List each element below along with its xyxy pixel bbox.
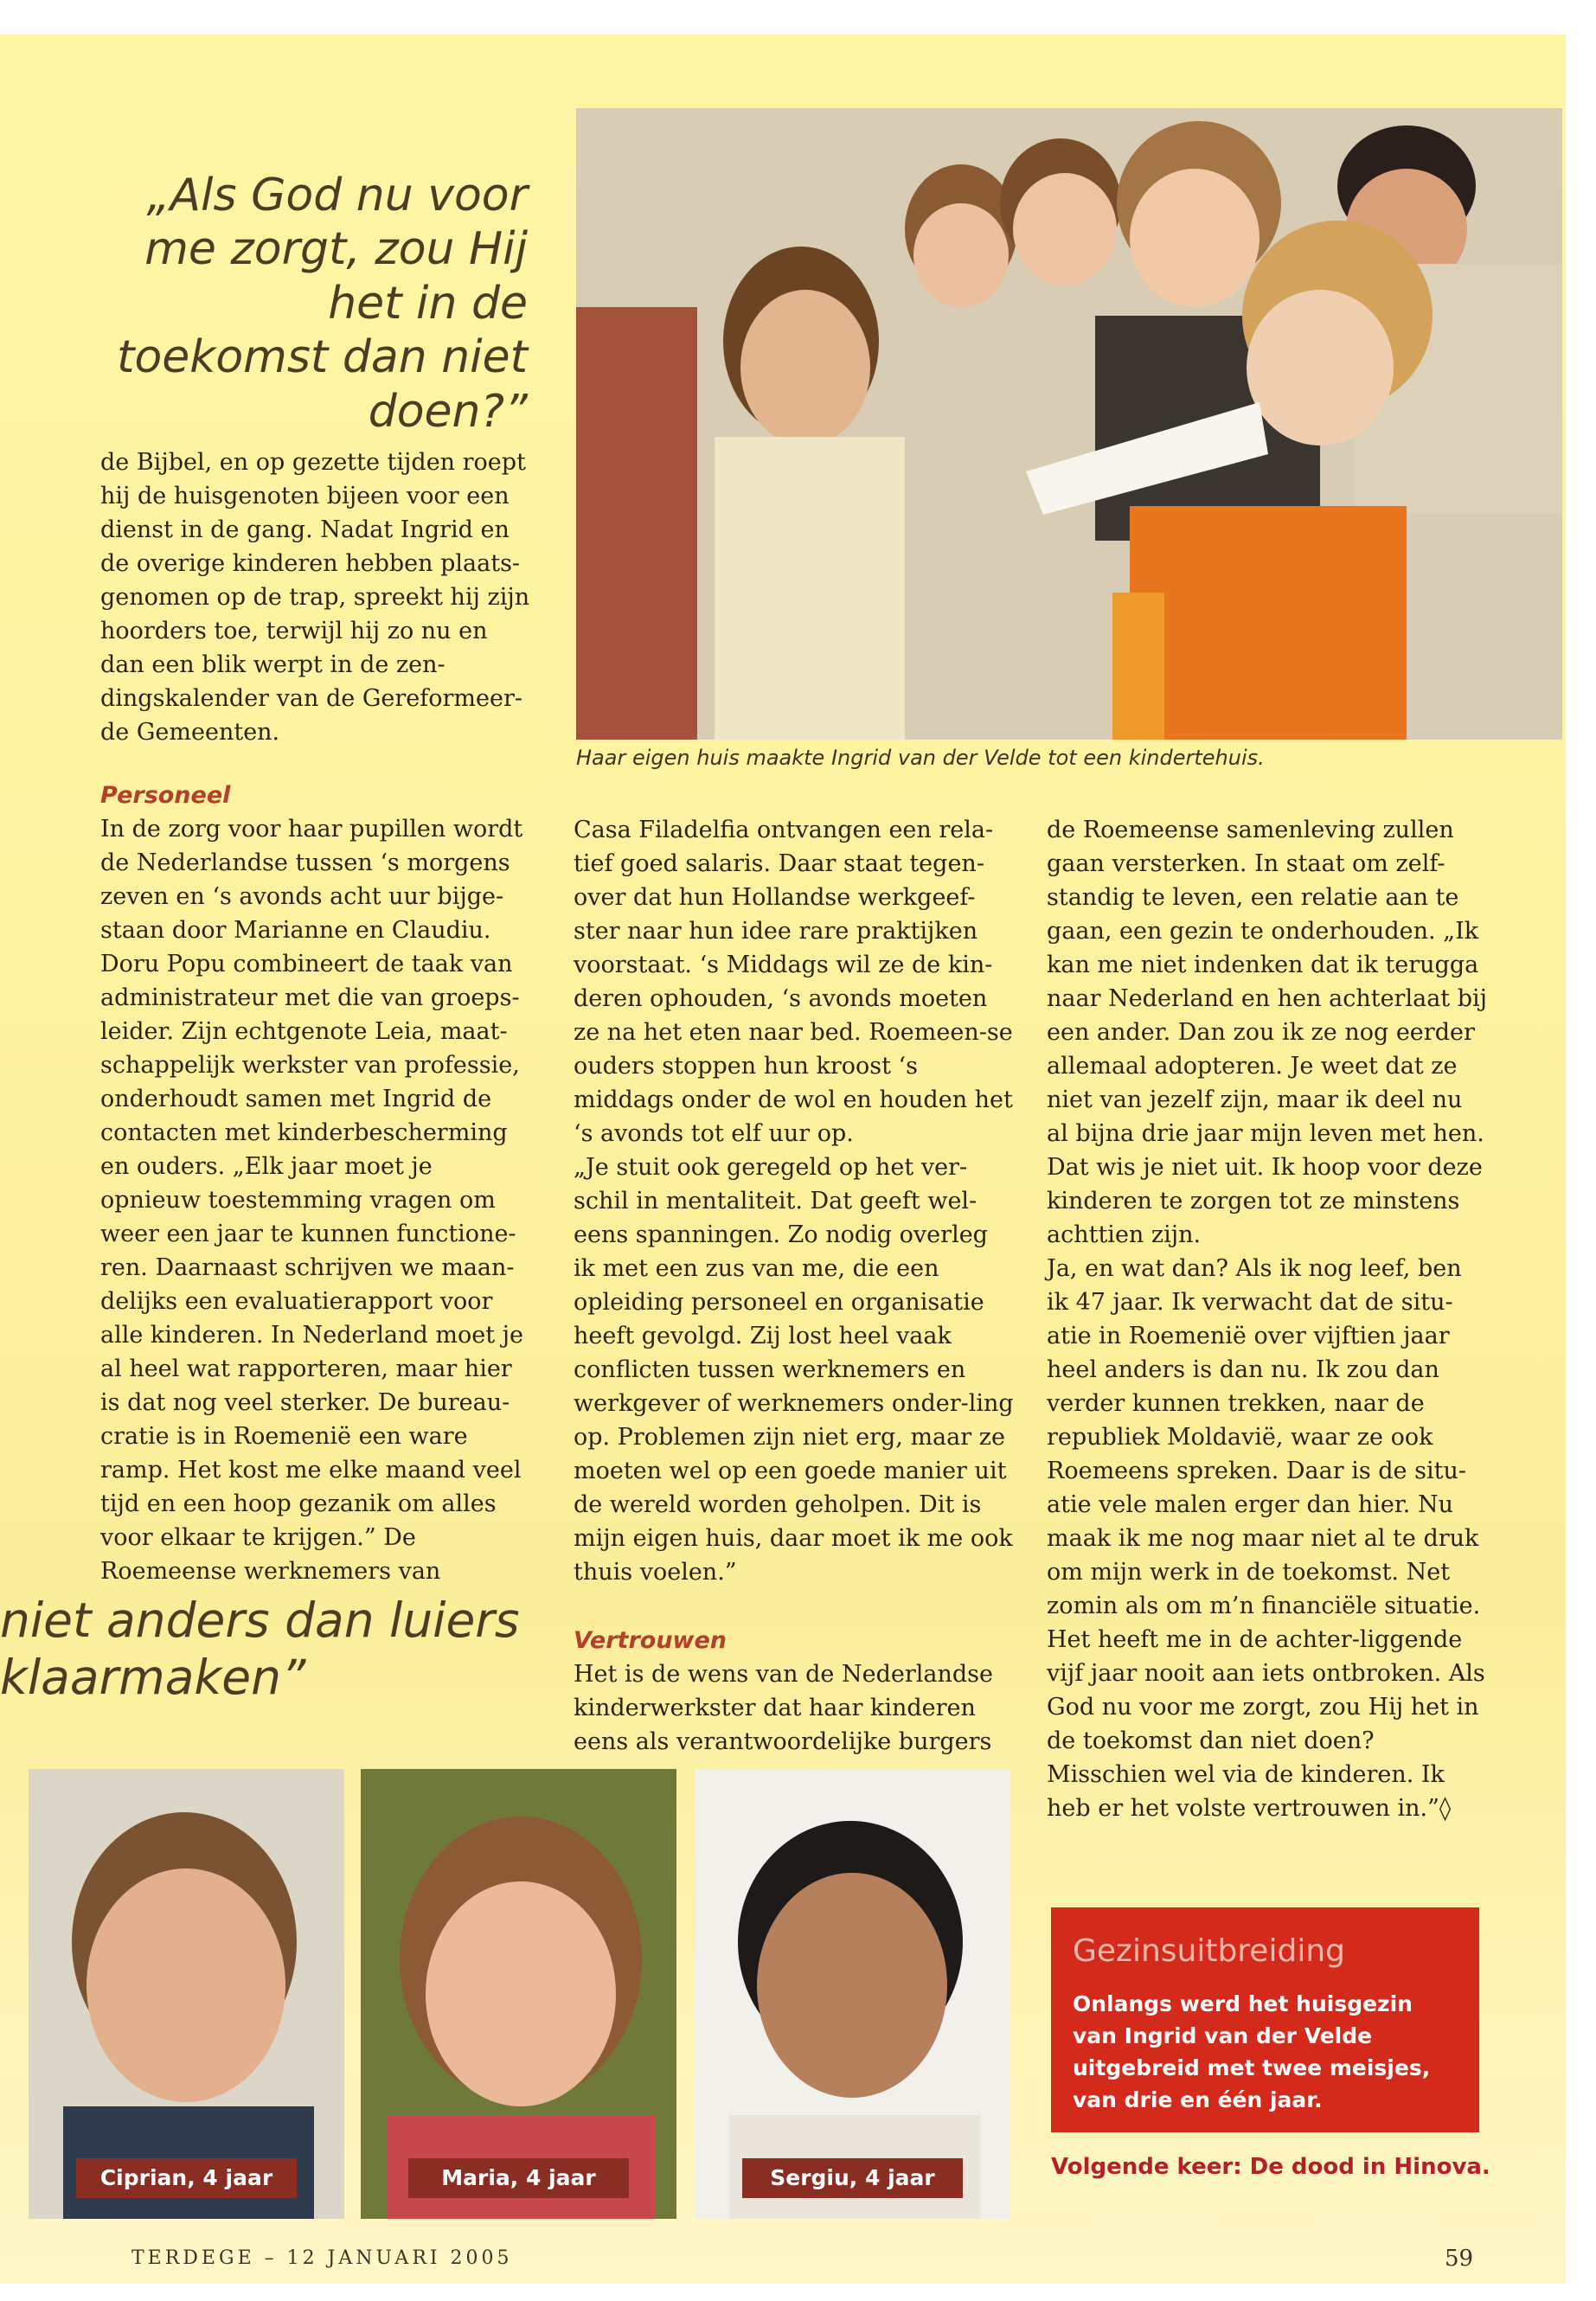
- portrait-illustration: [29, 1769, 344, 2219]
- pull-quote-top: „Als God nu voor me zorgt, zou Hij het in de toekomst dan niet doen?”: [117, 170, 528, 438]
- portrait-illustration: [361, 1769, 676, 2219]
- portrait-ciprian: [29, 1769, 344, 2219]
- portrait-illustration: [695, 1769, 1010, 2219]
- sidebar-box: [1051, 1907, 1479, 2132]
- paragraph: Het is de wens van de Nederlandse kinderwerkster dat haar kinderen eens als verantwoordelijke burgers: [574, 1661, 993, 1755]
- subheading-personeel: Personeel: [100, 782, 231, 809]
- paragraph: „Je stuit ook geregeld op het ver-schil in mentaliteit. Dat geeft wel-eens spanningen. Zo nodig overleg ik met een zus van me, die een opleiding personeel en organisatie heeft gevolgd. Zij lost heel vaak conflicten tussen werknemers en werkgever of werknemers onder-ling op. Problemen zijn niet erg, maar ze moeten wel op een goede manier uit de wereld worden geholpen. Dit is mijn eigen huis, daar moet ik me ook thuis voelen.”: [574, 1154, 1014, 1586]
- next-issue-teaser: Volgende keer: De dood in Hinova.: [1051, 2154, 1490, 2180]
- photo-caption: Haar eigen huis maakte Ingrid van der Velde tot een kindertehuis.: [576, 746, 1265, 770]
- paragraph: In de zorg voor haar pupillen wordt de Nederlandse tussen ‘s morgens zeven en ‘s avonds acht uur bijge-staan door Marianne en Claudiu. Doru Popu combineert de taak van administrateur met die van groeps-leider. Zijn echtgenote Leia, maat-schappelijk werkster van professie, onderhoudt samen met Ingrid de contacten met kinderbescherming en ouders. „Elk jaar moet je opnieuw toestemming vragen om weer een jaar te kunnen functione-ren. Daarnaast schrijven we maan-delijks een evaluatierapport voor alle kinderen. In Nederland moet je al heel wat rapporteren, maar hier is dat nog veel sterker. De bureau-cratie is in Roemenië een ware ramp. Het kost me elke maand veel tijd en een hoop gezanik om alles voor elkaar te krijgen.” De Roemeense werknemers van: [100, 816, 524, 1585]
- portrait-sergiu: [695, 1769, 1010, 2219]
- portrait-label: Sergiu, 4 jaar: [742, 2158, 963, 2198]
- subheading-vertrouwen: Vertrouwen: [574, 1627, 727, 1654]
- pull-quote-bottom: niet anders dan luiers klaarmaken”: [0, 1593, 520, 1705]
- photo-placeholder-illustration: [576, 108, 1562, 740]
- footer-publication: TERDEGE – 12 JANUARI 2005: [131, 2247, 513, 2269]
- sidebar-text: Onlangs werd het huisgezin van Ingrid van der Velde uitgebreid met twee meisjes, van drie en één jaar.: [1073, 1991, 1431, 2112]
- portrait-maria: [361, 1769, 676, 2219]
- page-number: 59: [1445, 2246, 1474, 2272]
- paragraph: Casa Filadelfia ontvangen een rela-tief goed salaris. Daar staat tegen-over dat hun Hollandse werkgeef-ster naar hun idee rare praktijken voorstaat. ‘s Middags wil ze de kin-deren ophouden, ‘s avonds moeten ze na het eten naar bed. Roemeen-se ouders stoppen hun kroost ‘s middags onder de wol en houden het ‘s avonds tot elf uur op.: [574, 817, 1013, 1147]
- sidebar-title: Gezinsuitbreiding: [1073, 1933, 1345, 1969]
- children-group-photo: [576, 108, 1562, 740]
- column-2: [574, 813, 1015, 1759]
- magazine-page: [0, 35, 1566, 2284]
- paragraph: Ja, en wat dan? Als ik nog leef, ben ik 47 jaar. Ik verwacht dat de situ-atie in Roemenië over vijftien jaar heel anders is dan nu. Ik zou dan verder kunnen trekken, naar de republiek Moldavië, waar ze ook Roemeens spreken. Daar is de situ-atie vele malen erger dan hier. Nu maak ik me nog maar niet al te druk om mijn werk in de toekomst. Net zomin als om m’n financiële situatie. Het heeft me in de achter-liggende vijf jaar nooit aan iets ontbroken. Als God nu voor me zorgt, zou Hij het in de toekomst dan niet doen? Misschien wel via de kinderen. Ik heb er het volste vertrouwen in.”◊: [1047, 1255, 1485, 1822]
- portrait-label: Maria, 4 jaar: [408, 2158, 629, 2198]
- column-3: [1047, 813, 1488, 1825]
- column-1-intro: [100, 445, 533, 749]
- column-1-body: [100, 779, 533, 1588]
- paragraph: de Roemeense samenleving zullen gaan versterken. In staat om zelf-standig te leven, een relatie aan te gaan, een gezin te onderhouden. „Ik kan me niet indenken dat ik terugga naar Nederland en hen achterlaat bij een ander. Dan zou ik ze nog eerder allemaal adopteren. Je weet dat ze niet van jezelf zijn, maar ik deel nu al bijna drie jaar mijn leven met hen. Dat wis je niet uit. Ik hoop voor deze kinderen te zorgen tot ze minstens achttien zijn.: [1047, 817, 1488, 1248]
- paragraph: de Bijbel, en op gezette tijden roept hij de huisgenoten bijeen voor een dienst in de gang. Nadat Ingrid en de overige kinderen hebben plaats-genomen op de trap, spreekt hij zijn hoorders toe, terwijl hij zo nu en dan een blik werpt in de zen-dingskalender van de Gereformeer-de Gemeenten.: [100, 449, 530, 746]
- portrait-label: Ciprian, 4 jaar: [76, 2158, 297, 2198]
